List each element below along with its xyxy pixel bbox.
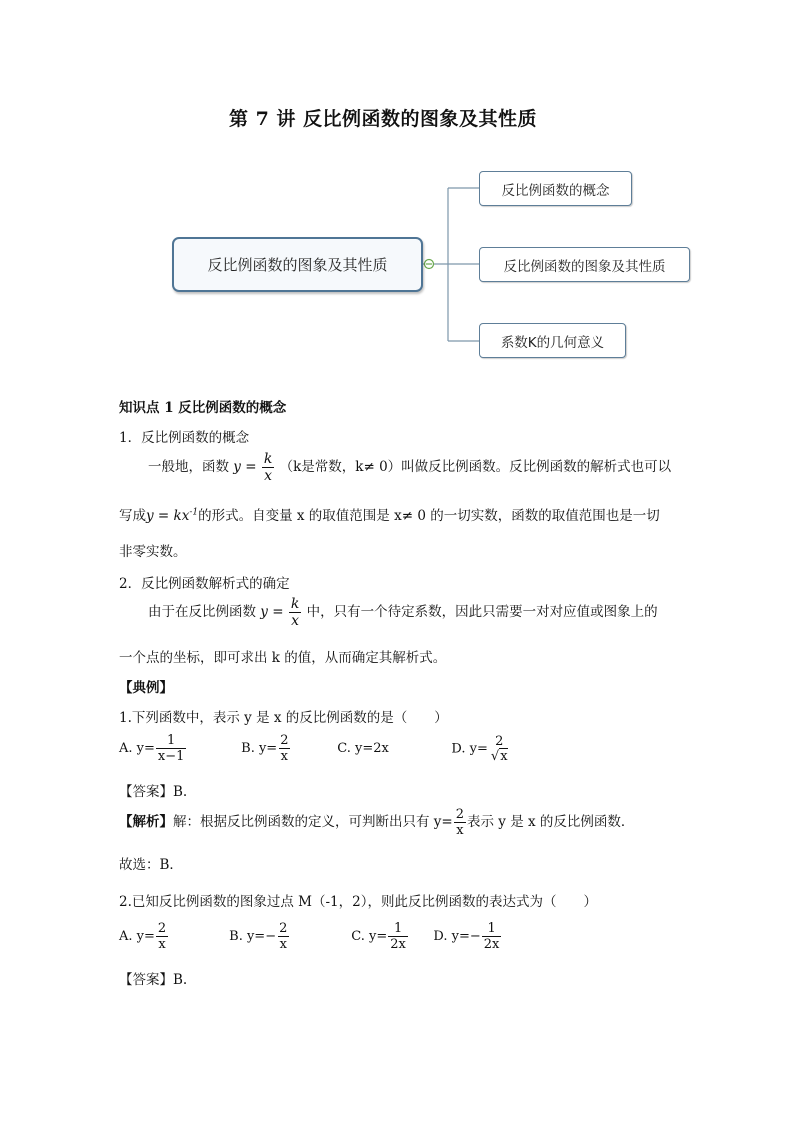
sqrt-icon: √ xyxy=(490,748,500,764)
q2-option-b: B. y=− $\frac{2}{x}$ xyxy=(229,921,288,952)
determination-paragraph-line1: 由于在反比例函数 y = $\frac{k}{x}$ 中，只有一个待定系数，因此只需要一对对应值或图象上的 xyxy=(148,596,658,629)
determination-paragraph-line2: 一个点的坐标，即可求出 k 的值，从而确定其解析式。 xyxy=(119,650,447,666)
page-title: 第 7 讲 反比例函数的图象及其性质 xyxy=(228,108,538,130)
question-2-stem: 2.已知反比例函数的图象过点 M（-1，2），则此反比例函数的表达式为（ ） xyxy=(119,894,597,910)
item1-title: 1．反比例函数的概念 xyxy=(119,430,250,446)
q1-option-c: C. y=2x xyxy=(337,741,389,756)
question-1-stem: 1.下列函数中，表示 y 是 x 的反比例函数的是（ ） xyxy=(119,710,448,726)
q2-option-d: D. y=− $\frac{1}{2x}$ xyxy=(433,921,500,952)
mind-map-child-concept[interactable]: 反比例函数的概念 xyxy=(479,171,632,206)
item2-title: 2．反比例函数解析式的确定 xyxy=(119,576,290,592)
q1-option-d: D. y= 2 √x xyxy=(451,733,508,764)
definition-paragraph-line3: 非零实数。 xyxy=(119,544,187,560)
question-1-answer: 【答案】B. xyxy=(119,784,188,800)
q2-option-a: A. y= $\frac{2}{x}$ xyxy=(119,921,167,952)
definition-paragraph-line2: 写成$y = kx^{-1}$的形式。自变量 x 的取值范围是 x≠ 0 的一切实数，函数的取值范围也是一切 xyxy=(119,507,660,524)
mind-map-child-graph-properties[interactable]: 反比例函数的图象及其性质 xyxy=(479,247,690,282)
q1-option-a: A. y= $\frac{1}{x-1}$ xyxy=(119,733,185,764)
question-1-options xyxy=(119,734,511,763)
fraction-k-over-x: $\frac{k}{x}$ xyxy=(263,451,273,484)
section-heading: 知识点 1 反比例函数的概念 xyxy=(119,400,287,416)
mind-map xyxy=(0,0,794,370)
q2-option-c: C. y= $\frac{1}{2x}$ xyxy=(351,921,406,952)
question-2-options xyxy=(119,922,502,951)
mind-map-connectors xyxy=(0,0,794,370)
mind-map-child-k-meaning[interactable]: 系数K的几何意义 xyxy=(479,323,626,358)
fraction-k-over-x: $\frac{k}{x}$ xyxy=(290,596,300,629)
question-2-answer: 【答案】B. xyxy=(119,972,188,988)
question-1-analysis: 【解析】解：根据反比例函数的定义，可判断出只有 y= $\frac{2}{x}$ 表示 y 是 x 的反比例函数． xyxy=(119,807,635,838)
examples-heading: 【典例】 xyxy=(119,680,173,696)
question-1-conclusion: 故选：B． xyxy=(119,857,183,873)
q1-option-b: B. y= $\frac{2}{x}$ xyxy=(241,733,289,764)
mind-map-root-node[interactable]: 反比例函数的图象及其性质 xyxy=(172,237,423,292)
definition-paragraph-line1: 一般地，函数 y = $\frac{k}{x}$ （k是常数，k≠ 0）叫做反比例函数。反比例函数的解析式也可以 xyxy=(148,451,672,484)
